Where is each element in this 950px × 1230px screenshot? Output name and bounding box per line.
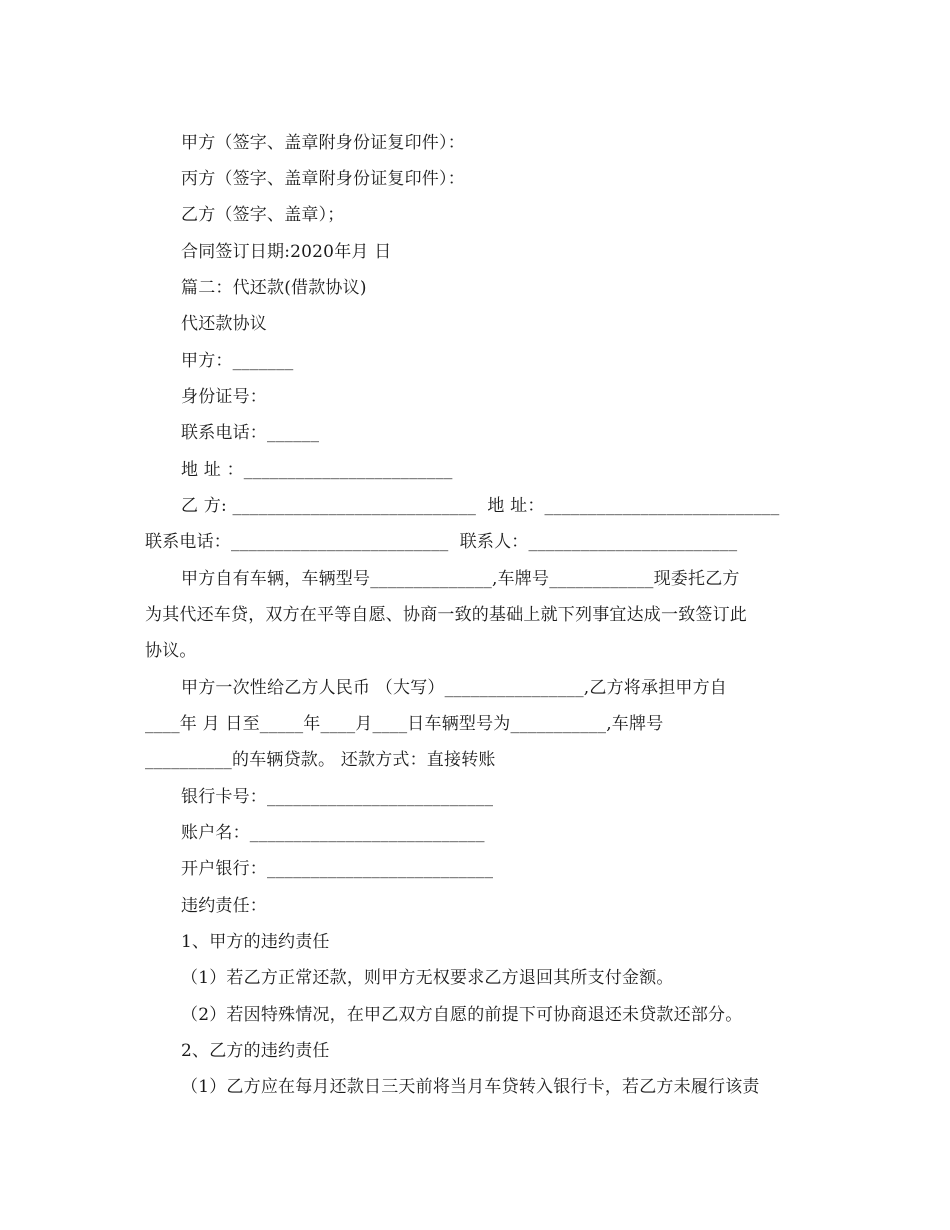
party-a-liability-heading: 1、甲方的违约责任 [181,932,330,952]
body-paragraph-1-line-3: 协议。 [145,641,197,661]
body-paragraph-1-line-2: 为其代还车贷，双方在平等自愿、协商一致的基础上就下列事宜达成一致签订此 [145,605,747,625]
party-b-address-field: 乙 方: ____________________________ 地 址：___________________________ [181,496,780,516]
body-paragraph-2-line-1: 甲方一次性给乙方人民币 （大写）________________,乙方将承担甲方自 [181,678,728,698]
party-b-signature-line: 乙方（签字、盖章）； [181,205,345,225]
liability-heading: 违约责任： [181,896,267,916]
agreement-title: 代还款协议 [181,314,267,334]
bank-card-field: 银行卡号：__________________________ [181,787,494,807]
phone-field: 联系电话：______ [181,423,320,443]
contract-date-line: 合同签订日期:2020年月 日 [181,242,392,262]
body-paragraph-1-line-1: 甲方自有车辆，车辆型号______________,车牌号____________现委托乙方 [181,569,740,589]
party-b-contact-field: 联系电话：_________________________ 联系人：________________________ [145,532,738,552]
party-a-liability-item-2: （2）若因特殊情况，在甲乙双方自愿的前提下可协商退还未贷款还部分。 [181,1005,743,1025]
party-b-liability-item-1: （1）乙方应在每月还款日三天前将当月车贷转入银行卡，若乙方未履行该责 [181,1077,760,1097]
id-number-field: 身份证号： [181,387,267,407]
party-a-liability-item-1: （1）若乙方正常还款，则甲方无权要求乙方退回其所支付金额。 [181,968,674,988]
party-b-liability-heading: 2、乙方的违约责任 [181,1041,330,1061]
party-a-signature-line: 甲方（签字、盖章附身份证复印件）： [181,133,465,153]
account-name-field: 账户名：___________________________ [181,823,485,843]
section-heading: 篇二：代还款(借款协议) [181,278,367,298]
bank-branch-field: 开户银行：__________________________ [181,859,494,879]
party-c-signature-line: 丙方（签字、盖章附身份证复印件）： [181,169,465,189]
body-paragraph-2-line-3: __________的车辆贷款。 还款方式：直接转账 [145,750,496,770]
party-a-field: 甲方：_______ [181,351,294,371]
address-field: 地 址 ：________________________ [181,460,453,480]
body-paragraph-2-line-2: ____年 月 日至_____年____月____日车辆型号为___________,车牌号 [145,714,664,734]
